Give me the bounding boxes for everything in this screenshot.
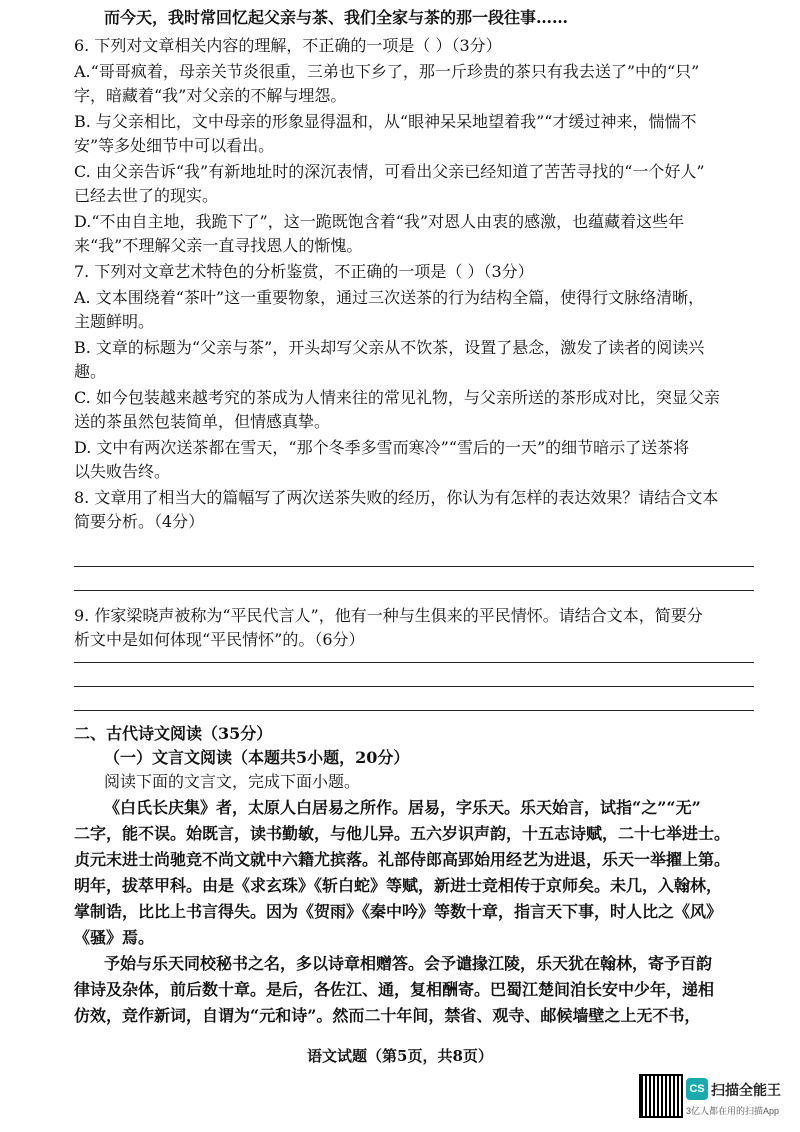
text-line: A.“哥哥疯着，母亲关节炎很重，三弟也下乡了，那一斤珍贵的茶只有我去送了”中的“只” bbox=[74, 62, 700, 81]
text-line: C. 由父亲告诉“我”有新地址时的深沉表情，可看出父亲已经知道了苦苦寻找的“一个好人” bbox=[74, 162, 705, 181]
text-line: B. 文章的标题为“父亲与茶”，开头却写父亲从不饮茶，设置了悬念，激发了读者的阅读兴 bbox=[74, 338, 705, 357]
text-line: 贞元末进士尚驰竞不尚文就中六籍尤摈落。礼部侍郎高郢始用经艺为进退，乐天一举擢上第。 bbox=[74, 850, 731, 869]
text-line: 明年，拔萃甲科。由是《求玄珠》《斩白蛇》等赋，新进士竞相传于京师矣。未几，入翰林， bbox=[74, 876, 723, 895]
camscanner-logo-icon: CS bbox=[686, 1078, 708, 1100]
text-line: D.“不由自主地，我跪下了”，这一跪既饱含着“我”对恩人由衷的感激，也蕴藏着这些年 bbox=[74, 212, 685, 231]
text-line: 8. 文章用了相当大的篇幅写了两次送茶失败的经历，你认为有怎样的表达效果？请结合文本 bbox=[74, 488, 719, 507]
text-line: 仿效，竞作新词，自谓为“元和诗”。然而二十年间，禁省、观寺、邮候墙壁之上无不书， bbox=[74, 1006, 701, 1025]
text-line: 阅读下面的文言文，完成下面小题。 bbox=[104, 772, 361, 791]
text-line: 来“我”不理解父亲一直寻找恩人的惭愧。 bbox=[74, 236, 363, 255]
text-line: 《白氏长庆集》者，太原人白居易之所作。居易，字乐天。乐天始言，试指“之”“无” bbox=[104, 798, 701, 817]
text-line: 律诗及杂体，前后数十章。是后，各佐江、通，复相酬寄。巴蜀江楚间洎长安中少年，递相 bbox=[74, 980, 715, 999]
text-line: 安”等多处细节中可以看出。 bbox=[74, 136, 275, 155]
text-line: （一）文言文阅读（本题共5小题，20分） bbox=[104, 748, 410, 767]
page-footer: 语文试题（第5页，共8页） bbox=[307, 1047, 493, 1065]
answer-line bbox=[74, 662, 754, 663]
text-line: 简要分析。（4分） bbox=[74, 512, 205, 531]
text-line: 7. 下列对文章艺术特色的分析鉴赏，不正确的一项是（ ）（3分） bbox=[74, 262, 534, 281]
text-line: 9. 作家梁晓声被称为“平民代言人”，他有一种与生俱来的平民情怀。请结合文本，简要分 bbox=[74, 606, 703, 625]
text-line: A. 文本围绕着“茶叶”这一重要物象，通过三次送茶的行为结构全篇，使得行文脉络清晰， bbox=[74, 288, 705, 307]
text-line: 二、古代诗文阅读（35分） bbox=[74, 724, 273, 743]
answer-line bbox=[74, 686, 754, 687]
text-line: 送的茶虽然包装简单，但情感真挚。 bbox=[74, 412, 331, 431]
text-line: 《骚》焉。 bbox=[74, 928, 155, 947]
text-line: 掌制诰，比比上书言得失。因为《贺雨》《秦中吟》等数十章，指言天下事，时人比之《风》 bbox=[74, 902, 723, 921]
text-line: 析文中是如何体现“平民情怀”的。（6分） bbox=[74, 630, 365, 649]
text-line: 已经去世了的现实。 bbox=[74, 186, 219, 205]
text-line: 主题鲜明。 bbox=[74, 312, 155, 331]
text-line: 予始与乐天同校秘书之名，多以诗章相赠答。会予谴掾江陵，乐天犹在翰林，寄予百韵 bbox=[104, 954, 713, 973]
watermark-brand: 扫描全能王 bbox=[711, 1082, 781, 1098]
text-line: 字，暗藏着“我”对父亲的不解与埋怨。 bbox=[74, 86, 347, 105]
watermark-subtitle: 3亿人都在用的扫描App bbox=[686, 1106, 780, 1116]
text-line: C. 如今包装越来越考究的茶成为人情来往的常见礼物，与父亲所送的茶形成对比，突显父亲 bbox=[74, 388, 720, 407]
text-line: 6. 下列对文章相关内容的理解，不正确的一项是（ ）（3分） bbox=[74, 36, 502, 55]
text-line: 以失败告终。 bbox=[74, 462, 171, 481]
answer-line bbox=[74, 590, 754, 591]
text-line: 趣。 bbox=[74, 362, 107, 381]
text-line: 二字，能不误。始既言，读书勤敏，与他儿异。五六岁识声韵，十五志诗赋，二十七举进士。 bbox=[74, 824, 731, 843]
answer-line bbox=[74, 566, 754, 567]
qr-code-icon bbox=[641, 1076, 681, 1116]
text-line: B. 与父亲相比，文中母亲的形象显得温和，从“眼神呆呆地望着我”“才缓过神来，惴惴不 bbox=[74, 112, 697, 131]
text-line: D. 文中有两次送茶都在雪天，“那个冬季多雪而寒冷”“雪后的一天”的细节暗示了送茶将 bbox=[74, 438, 690, 457]
answer-line bbox=[74, 710, 754, 711]
text-line: 而今天，我时常回忆起父亲与茶、我们全家与茶的那一段往事…… bbox=[104, 8, 569, 27]
